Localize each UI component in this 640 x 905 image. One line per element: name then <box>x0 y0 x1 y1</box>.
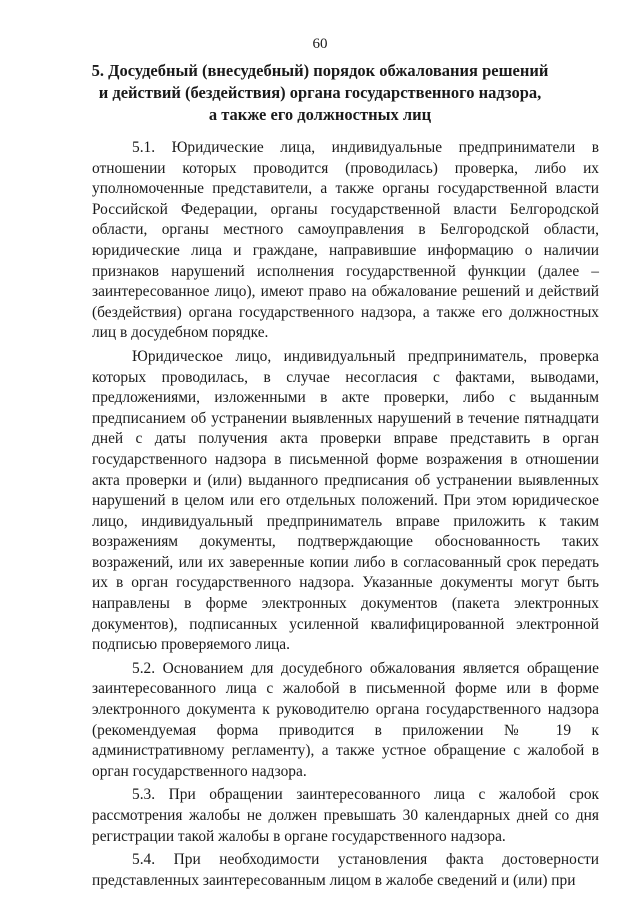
page-number: 60 <box>312 36 328 52</box>
document-body <box>92 138 599 894</box>
paragraph-objections: Юридическое лицо, индивидуальный предприниматель, проверка которых проводилась, в случае несогласия с фактами, выводами, предложениями, изложенными в акте проверки, либо с выданным предписанием об устранении выявленных нарушений в течение пятнадцати дней с даты получения акта проверки вправе представить в орган государственного надзора в письменной форме возражения в отношении акта проверки и (или) выданного предписания об устранении выявленных нарушений в целом или его отдельных положений. При этом юридическое лицо, индивидуальный предприниматель вправе приложить к таким возражениям документы, подтверждающие обоснованность таких возражений, или их заверенные копии либо в согласованный срок передать их в орган государственного надзора. Указанные документы могут быть направлены в форме электронных документов (пакета электронных документов), подписанных усиленной квалифицированной электронной подписью проверяемого лица. <box>92 347 599 654</box>
paragraph-5-4: 5.4. При необходимости установления факта достоверности представленных заинтересованным лицом в жалобе сведений и (или) при <box>92 851 599 889</box>
heading-line-1: 5. Досудебный (внесудебный) порядок обжалования решений <box>91 61 549 80</box>
section-heading <box>70 60 570 126</box>
heading-line-2: и действий (бездействия) органа государственного надзора, <box>98 83 542 102</box>
paragraph-5-2: 5.2. Основанием для досудебного обжалования является обращение заинтересованного лица с жалобой в письменной форме или в форме электронного документа к руководителю органа государственного надзора (рекомендуемая форма приводится в приложении № 19 к административному регламенту), а также устное обращение с жалобой в орган государственного надзора. <box>92 659 599 780</box>
paragraph-5-1: 5.1. Юридические лица, индивидуальные предприниматели в отношении которых проводится (проводилась) проверка, либо их уполномоченные представители, а также органы государственной власти Российской Федерации, органы государственной власти Белгородской области, органы местного самоуправления в Белгородской области, юридические лица и граждане, направившие информацию о наличии признаков нарушений исполнения государственной функции (далее – заинтересованное лицо), имеют право на обжалование решений и действий (бездействия) органа государственного надзора, а также его должностных лиц в досудебном порядке. <box>92 139 599 342</box>
heading-line-3: а также его должностных лиц <box>208 105 432 124</box>
paragraph-5-3: 5.3. При обращении заинтересованного лица с жалобой срок рассмотрения жалобы не должен превышать 30 календарных дней со дня регистрации такой жалобы в органе государственного надзора. <box>92 786 599 845</box>
